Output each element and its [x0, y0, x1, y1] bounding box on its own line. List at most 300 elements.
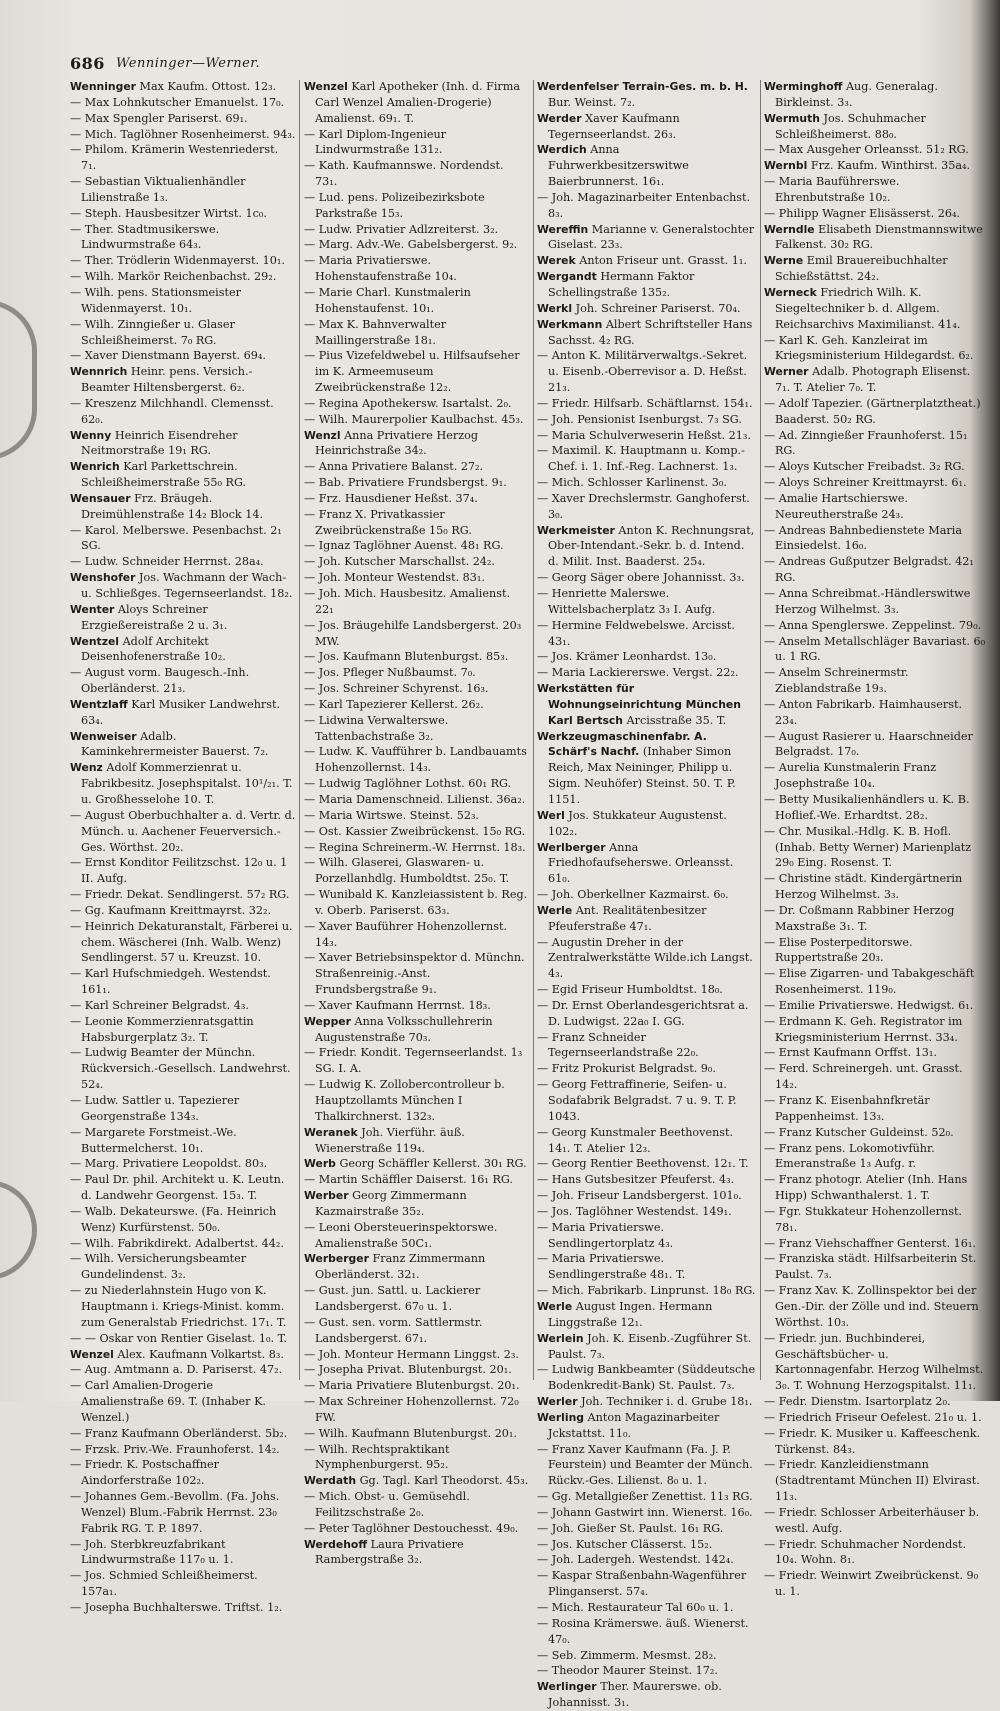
directory-entry [304, 713, 529, 745]
directory-entry [70, 206, 296, 222]
entry-surname: Weranek [304, 1125, 358, 1139]
directory-entry [304, 665, 529, 681]
entry-surname: Wenzl [304, 428, 341, 442]
entry-text: — Hermine Feldwebelswe. Arcisst. 43₁. [537, 618, 735, 648]
directory-entry [764, 174, 986, 206]
directory-entry [70, 998, 296, 1014]
directory-entry [70, 1457, 296, 1489]
directory-entry [70, 1156, 296, 1172]
directory-entry [537, 1156, 756, 1172]
directory-entry [764, 111, 986, 143]
entry-surname: Wensauer [70, 491, 131, 505]
entry-text: Friedrich Wilh. K. Siegeltechniker b. d. Allgem. Reichsarchivs Maximilianst. 41₄. [775, 285, 961, 331]
entry-text: — Chr. Musikal.-Hdlg. K. B. Hofl. (Inhab. Betty Werner) Marienplatz 29₀ Eing. Rosenst. T. [764, 824, 972, 870]
entry-surname: Wenninger [70, 80, 136, 93]
page-number: 686 [70, 54, 105, 73]
entry-text: — Jos. Pfleger Nußbaumst. 7₀. [304, 666, 476, 680]
entry-text: — Anna Schreibmat.-Händlerswitwe Herzog Wilhelmst. 3₃. [764, 587, 971, 616]
entry-text: — Maria Privatiere Blutenburgst. 20₁. [304, 1379, 520, 1393]
entry-text: — Christine städt. Kindergärtnerin Herzog Wilhelmst. 3₃. [764, 872, 963, 902]
entry-text: — Rosina Krämerswe. äuß. Wienerst. 47₀. [537, 1616, 749, 1646]
directory-entry [304, 158, 529, 190]
entry-text: — Jos. Kutscher Clässerst. 15₂. [537, 1537, 713, 1551]
entry-text: — Friedr. Hilfsarb. Schäftlarnst. 154₁. [537, 396, 753, 410]
directory-entry [70, 1093, 296, 1125]
entry-text: Aloys Schreiner Erzgießereistraße 2 u. 3₁. [81, 602, 228, 632]
directory-entry [304, 1473, 529, 1489]
entry-surname: Werber [304, 1189, 349, 1203]
directory-entry [764, 79, 986, 111]
entry-text: — Gust. jun. Sattl. u. Lackierer Landsbergerst. 67₀ u. 1. [304, 1284, 481, 1313]
entry-text: — Friedr. K. Postschaffner Aindorferstraße 102₂. [70, 1458, 219, 1488]
directory-entry [537, 491, 756, 523]
entry-surname: Wenshofer [70, 571, 136, 585]
directory-entry [537, 1442, 756, 1490]
entry-text: — Max K. Bahnverwalter Maillingerstraße 18₁. [304, 317, 447, 347]
entry-text: Anna Privatiere Herzog Heinrichstraße 34₂. [315, 428, 478, 458]
directory-entry [537, 190, 756, 222]
entry-text: — Franz X. Privatkassier Zweibrückenstraße 15₀ RG. [304, 507, 472, 537]
entry-text: — Wilh. Markör Reichenbachst. 29₂. [70, 270, 277, 284]
directory-entry [304, 1315, 529, 1347]
entry-text: — Friedr. Weinwirt Zweibrückenst. 9₀ u. 1. [764, 1569, 979, 1599]
directory-column-4 [764, 79, 986, 1599]
entry-text: — — Oskar von Rentier Giselast. 1₀. T. [70, 1331, 287, 1345]
entry-text: — Aloys Schreiner Kreittmayrst. 6₁. [764, 476, 967, 490]
entry-surname: Werberger [304, 1252, 369, 1266]
directory-entry [537, 1251, 756, 1283]
directory-entry [537, 998, 756, 1030]
entry-surname: Werler [537, 1395, 578, 1409]
entry-text: Heinrich Eisendreher Neitmorstraße 19₁ RG. [81, 428, 238, 458]
directory-entry [304, 1172, 529, 1188]
entry-text: — Xaver Drechslermstr. Ganghoferst. 3₀. [537, 491, 750, 521]
entry-text: — Marg. Adv.-We. Gabelsbergerst. 9₂. [304, 238, 518, 252]
entry-text: — Franz Schneider Tegernseerlandstraße 22₀. [537, 1030, 699, 1060]
directory-entry [70, 523, 296, 555]
directory-entry [304, 127, 529, 159]
entry-text: — Ther. Stadtmusikerswe. Lindwurmstraße 64₃. [70, 222, 220, 252]
directory-entry [764, 1204, 986, 1236]
entry-text: — Karl Hufschmiedgeh. Westendst. 161₁. [70, 967, 271, 997]
directory-entry [70, 269, 296, 285]
directory-entry [304, 792, 529, 808]
directory-entry [304, 507, 529, 539]
directory-entry [537, 1679, 756, 1711]
directory-entry [537, 1362, 756, 1394]
directory-entry [70, 1442, 296, 1458]
directory-entry [537, 1505, 756, 1521]
entry-surname: Werek [537, 254, 576, 268]
directory-entry [304, 348, 529, 396]
entry-text: — Gg. Metallgießer Zenettist. 11₃ RG. [537, 1490, 753, 1504]
entry-text: — Max Ausgeher Orleansst. 51₂ RG. [764, 143, 969, 157]
entry-text: — Regina Apothekersw. Isartalst. 2₀. [304, 396, 512, 410]
directory-entry [304, 475, 529, 491]
entry-text: — Peter Taglöhner Destouchesst. 49₀. [304, 1521, 519, 1535]
entry-text: Albert Schriftsteller Hans Sachsst. 4₂ RG. [548, 317, 753, 347]
entry-text: — Karl Diplom-Ingenieur Lindwurmstraße 131₂. [304, 127, 447, 157]
entry-text: August Ingen. Hermann Linggstraße 12₁. [548, 1299, 713, 1329]
entry-surname: Werlinger [537, 1680, 597, 1694]
entry-surname: Wergandt [537, 270, 597, 284]
entry-text: Anton Magazinarbeiter Jckstattst. 11₀. [548, 1410, 720, 1440]
directory-entry [304, 1378, 529, 1394]
directory-entry [537, 301, 756, 317]
directory-entry [70, 317, 296, 349]
entry-text: — Georg Säger obere Johannisst. 3₃. [537, 571, 745, 585]
entry-text: — Joh. Ladergeh. Westendst. 142₄. [537, 1553, 734, 1567]
entry-text: — Regina Schreinerm.-W. Herrnst. 18₃. [304, 840, 526, 854]
entry-text: — Ernst Konditor Feilitzschst. 12₀ u. 1 II. Aufg. [70, 856, 288, 886]
entry-text: — Frzsk. Priv.-We. Fraunhoferst. 14₂. [70, 1442, 280, 1456]
directory-entry [764, 1331, 986, 1394]
directory-entry [70, 697, 296, 729]
entry-text: — Wilh. Maurerpolier Kaulbachst. 45₃. [304, 412, 524, 426]
directory-entry [70, 1537, 296, 1569]
entry-surname: Werdath [304, 1474, 357, 1488]
directory-entry [304, 887, 529, 919]
entry-text: — Franz pens. Lokomotivführ. Emeranstraße 1₃ Aufg. r. [764, 1141, 935, 1171]
directory-entry [537, 111, 756, 143]
entry-text: Anna Fuhrwerkbesitzerswitwe Baierbrunnerst. 16₁. [548, 143, 689, 189]
entry-text: — Karol. Melberswe. Pesenbachst. 2₁ SG. [70, 523, 282, 553]
directory-entry [304, 428, 529, 460]
directory-entry [70, 919, 296, 967]
entry-text: — Xaver Dienstmann Bayerst. 69₄. [70, 349, 266, 363]
directory-entry [537, 253, 756, 269]
directory-entry [764, 1045, 986, 1061]
entry-text: — Anselm Metallschläger Bavariast. 6₀ u. 1 RG. [764, 634, 986, 664]
entry-text: Adolf Architekt Deisenhofenerstraße 10₂. [81, 634, 226, 664]
directory-entry [537, 475, 756, 491]
directory-entry [537, 1204, 756, 1220]
entry-text: Ant. Realitätenbesitzer Pfeuferstraße 47₁. [548, 903, 707, 933]
entry-text: — Gg. Kaufmann Kreittmayrst. 32₂. [70, 903, 272, 917]
entry-text: — Dr. Ernst Oberlandesgerichtsrat a. D. Ludwigst. 22a₀ I. GG. [537, 998, 749, 1028]
entry-text: — Jos. Taglöhner Westendst. 149₁. [537, 1204, 732, 1218]
entry-text: — Jos. Kaufmann Blutenburgst. 85₃. [304, 650, 509, 664]
entry-surname: Wentzlaff [70, 697, 128, 711]
directory-entry [70, 634, 296, 666]
directory-entry [70, 142, 296, 174]
directory-entry [304, 554, 529, 570]
directory-entry [70, 491, 296, 523]
entry-text: Xaver Kaufmann Tegernseerlandst. 26₃. [548, 111, 680, 141]
directory-entry [304, 681, 529, 697]
directory-entry [304, 824, 529, 840]
entry-text: — Anna Privatiere Balanst. 27₂. [304, 460, 484, 474]
directory-entry [537, 222, 756, 254]
directory-entry [764, 1283, 986, 1331]
directory-entry [764, 1537, 986, 1569]
entry-text: — Carl Amalien-Drogerie Amalienstraße 69. T. (Inhaber K. Wenzel.) [70, 1379, 266, 1424]
directory-entry [70, 428, 296, 460]
entry-text: — Joh. Monteur Hermann Linggst. 2₃. [304, 1347, 519, 1361]
entry-text: — Anton Fabrikarb. Haimhauserst. 23₄. [764, 697, 963, 727]
entry-text: — Joh. Mich. Hausbesitz. Amalienst. 22₁ [304, 587, 511, 616]
directory-entry [537, 142, 756, 190]
entry-text: — Xaver Betriebsinspektor d. Münchn. Straßenreinig.-Anst. Frundsbergstraße 9₁. [304, 951, 525, 997]
entry-text: — Mich. Fabrikarb. Linprunst. 18₀ RG. [537, 1284, 756, 1298]
entry-text: Alex. Kaufmann Volkartst. 8₃. [113, 1347, 284, 1361]
entry-text: Karl Apotheker (Inh. d. Firma Carl Wenzel Amalien-Drogerie) Amalienst. 69₁. T. [315, 80, 521, 125]
directory-entry [70, 459, 296, 491]
directory-entry [70, 570, 296, 602]
directory-entry [70, 966, 296, 998]
directory-entry [70, 1125, 296, 1157]
directory-entry [764, 1394, 986, 1410]
entry-text: — Kath. Kaufmannswe. Nordendst. 73₁. [304, 159, 504, 189]
directory-entry [537, 808, 756, 840]
directory-entry [537, 1188, 756, 1204]
entry-text: — Theodor Maurer Steinst. 17₂. [537, 1664, 718, 1678]
entry-surname: Werkmann [537, 317, 603, 331]
directory-entry [537, 982, 756, 998]
directory-entry [537, 1600, 756, 1616]
entry-text: — Franziska städt. Hilfsarbeiterin St. Paulst. 7₃. [764, 1252, 977, 1282]
entry-text: — Fritz Prokurist Belgradst. 9₀. [537, 1062, 716, 1076]
directory-entry [764, 871, 986, 903]
entry-surname: Wenter [70, 602, 115, 616]
entry-text: — Maximil. K. Hauptmann u. Komp.-Chef. i. 1. Inf.-Reg. Lachnerst. 1₃. [537, 444, 745, 474]
entry-text: — Kreszenz Milchhandl. Clemensst. 62₀. [70, 396, 274, 426]
entry-text: — Max Schreiner Hohenzollernst. 72₀ FW. [304, 1395, 519, 1424]
entry-text: — Wilh. Kaufmann Blutenburgst. 20₁. [304, 1426, 517, 1440]
entry-text: Max Kaufm. Ottost. 12₃. [135, 80, 277, 93]
entry-text: — Franz K. Eisenbahnfkretär Pappenheimst. 13₃. [764, 1094, 930, 1123]
directory-entry [537, 412, 756, 428]
directory-entry [537, 523, 756, 571]
directory-entry [764, 333, 986, 365]
entry-text: Karl Musiker Landwehrst. 63₄. [81, 697, 281, 727]
directory-entry [304, 1014, 529, 1046]
directory-entry [70, 1347, 296, 1363]
entry-text: — Ludw. Schneider Herrnst. 28a₄. [70, 555, 264, 569]
entry-text: — Maria Schulverweserin Heßst. 21₃. [537, 428, 751, 442]
entry-text: — zu Niederlahnstein Hugo von K. Hauptmann i. Kriegs-Minist. komm. zum Generalstab Friedrichst. 17₁. T. [70, 1284, 287, 1329]
entry-text: — Maria Bauführerswe. Ehrenbutstraße 10₂. [764, 175, 900, 204]
entry-text: — Maria Wirtswe. Steinst. 52₃. [304, 808, 479, 822]
entry-text: Elisabeth Dienstmannswitwe Falkenst. 30₂ RG. [775, 222, 983, 252]
directory-entry [537, 1521, 756, 1537]
entry-text: Aug. Generalag. Birkleinst. 3₃. [775, 80, 938, 109]
directory-entry [764, 1505, 986, 1537]
entry-text: — Leoni Obersteuerinspektorswe. Amalienstraße 50C₁. [304, 1220, 498, 1250]
entry-text: — Ludwig Taglöhner Lothst. 60₁ RG. [304, 777, 512, 791]
directory-entry [70, 253, 296, 269]
directory-entry [537, 1394, 756, 1410]
directory-entry [764, 824, 986, 872]
entry-text: — Mich. Taglöhner Rosenheimerst. 94₃. [70, 127, 296, 141]
directory-entry [304, 253, 529, 285]
directory-entry [764, 1014, 986, 1046]
directory-entry [537, 1410, 756, 1442]
directory-entry [70, 808, 296, 856]
entry-surname: Werdich [537, 143, 587, 157]
directory-entry [304, 459, 529, 475]
directory-entry [537, 1663, 756, 1679]
directory-entry [764, 428, 986, 460]
directory-entry [764, 1172, 986, 1204]
entry-text: Hermann Faktor Schellingstraße 135₂. [548, 270, 695, 299]
directory-entry [70, 1014, 296, 1046]
entry-text: — Anna Spenglerswe. Zeppelinst. 79₀. [764, 618, 982, 632]
directory-entry [304, 285, 529, 317]
directory-entry [304, 1537, 529, 1569]
directory-entry [764, 634, 986, 666]
directory-entry [764, 729, 986, 761]
directory-column-3 [537, 79, 756, 1710]
directory-entry [70, 1600, 296, 1616]
entry-surname: Werle [537, 1299, 573, 1313]
directory-entry [764, 554, 986, 586]
entry-text: — Frz. Hausdiener Heßst. 37₄. [304, 491, 478, 505]
directory-entry [70, 1172, 296, 1204]
entry-text: Franz Zimmermann Oberländerst. 32₁. [315, 1252, 486, 1282]
directory-entry [764, 586, 986, 618]
entry-surname: Wernbl [764, 159, 808, 173]
directory-entry [70, 348, 296, 364]
entry-text: — Wilh. Zinngießer u. Glaser Schleißheimerst. 7₀ RG. [70, 317, 235, 347]
directory-entry [304, 840, 529, 856]
directory-entry [537, 935, 756, 983]
entry-text: — Georg Kunstmaler Beethovenst. 14₁. T. Atelier 12₃. [537, 1125, 734, 1155]
entry-surname: Wentzel [70, 634, 120, 648]
entry-text: — Erdmann K. Geh. Registrator im Kriegsministerium Herrnst. 33₄. [764, 1014, 963, 1044]
entry-text: — Josepha Privat. Blutenburgst. 20₁. [304, 1363, 512, 1377]
directory-entry [70, 396, 296, 428]
entry-text: — Franz photogr. Atelier (Inh. Hans Hipp) Schwanthalerst. 1. T. [764, 1173, 968, 1203]
entry-text: — Karl Schreiner Belgradst. 4₃. [70, 998, 249, 1012]
entry-text: — Jos. Krämer Leonhardst. 13₀. [537, 650, 717, 664]
directory-entry [304, 697, 529, 713]
directory-entry [764, 475, 986, 491]
entry-text: — Jos. Bräugehilfe Landsbergerst. 20₃ MW. [304, 618, 522, 648]
directory-entry [304, 919, 529, 951]
entry-text: — Adolf Tapezier. (Gärtnerplatztheat.) Baaderst. 50₂ RG. [764, 396, 981, 426]
directory-entry [764, 253, 986, 285]
directory-entry [764, 998, 986, 1014]
entry-text: — Friedr. jun. Buchbinderei, Geschäftsbücher- u. Kartonnagenfabr. Herzog Wilhelmst. 3₀. T. Wohnung Herzogspitalst. 11₁. [764, 1331, 984, 1393]
directory-entry [537, 1172, 756, 1188]
entry-text: — Maria Privatierswe. Sendlingerstraße 48₁. T. [537, 1252, 686, 1282]
entry-text: — Friedr. Kondit. Tegernseerlandst. 1₃ SG. I. A. [304, 1046, 523, 1076]
entry-text: — Wilh. Fabrikdirekt. Adalbertst. 44₂. [70, 1236, 284, 1250]
directory-entry [537, 79, 756, 111]
entry-text: — Ludwig Beamter der Münchn. Rückversich.-Gesellsch. Landwehrst. 52₄. [70, 1046, 291, 1092]
directory-entry [537, 1125, 756, 1157]
directory-entry [304, 998, 529, 1014]
entry-text: — Friedr. K. Musiker u. Kaffeeschenk. Türkenst. 84₃. [764, 1426, 981, 1456]
entry-surname: Werndle [764, 222, 815, 236]
entry-text: — Walb. Dekateurswe. (Fa. Heinrich Wenz) Kurfürstenst. 50₀. [70, 1204, 277, 1234]
entry-text: Karl Parkettschrein. Schleißheimerstraße 55₀ RG. [81, 460, 247, 490]
entry-text: — Josepha Buchhalterswe. Triftst. 1₂. [70, 1601, 283, 1614]
entry-text: — Friedr. Kanzleidienstmann (Stadtrentamt München II) Elvirast. 11₃. [764, 1458, 980, 1504]
entry-surname: Werlberger [537, 840, 606, 854]
directory-entry [304, 396, 529, 412]
directory-entry [70, 1378, 296, 1426]
entry-text: — Elise Zigarren- und Tabakgeschäft Rosenheimerst. 119₀. [764, 967, 975, 997]
directory-entry [70, 1236, 296, 1252]
directory-entry [304, 649, 529, 665]
directory-entry [70, 1362, 296, 1378]
directory-entry [764, 760, 986, 792]
entry-text: — Ignaz Taglöhner Auenst. 48₁ RG. [304, 539, 504, 553]
entry-text: — Ludw. Sattler u. Tapezierer Georgenstraße 134₃. [70, 1094, 240, 1123]
directory-entry [304, 1251, 529, 1283]
entry-surname: Werb [304, 1157, 336, 1171]
entry-text: Joh. Vierführ. äuß. Wienerstraße 119₄. [315, 1125, 465, 1155]
directory-entry [764, 935, 986, 967]
directory-entry [537, 903, 756, 935]
entry-surname: Wennrich [70, 365, 128, 379]
column-divider [760, 80, 761, 1380]
directory-entry [70, 174, 296, 206]
directory-entry [537, 1299, 756, 1331]
entry-text: — Paul Dr. phil. Architekt u. K. Leutn. d. Landwehr Georgenst. 15₃. T. [70, 1173, 285, 1203]
entry-text: — Karl Tapezierer Kellerst. 26₂. [304, 697, 484, 711]
entry-surname: Wenzel [304, 80, 348, 93]
entry-text: — Leonie Kommerzienratsgattin Habsburgerplatz 3₂. T. [70, 1014, 254, 1044]
entry-surname: Werdehoff [304, 1537, 368, 1551]
entry-text: — Joh. Oberkellner Kazmairst. 6₀. [537, 888, 729, 902]
directory-entry [764, 1061, 986, 1093]
entry-surname: Werner [764, 365, 809, 379]
directory-column-1 [70, 79, 296, 1614]
running-head: Wenninger—Werner. [116, 56, 261, 71]
directory-entry [764, 459, 986, 475]
entry-text: — Martin Schäffler Daiserst. 16₁ RG. [304, 1173, 513, 1187]
entry-text: — Ludwig K. Zollobercontrolleur b. Hauptzollamts München I Thalkirchnerst. 132₃. [304, 1078, 505, 1123]
directory-entry [764, 1125, 986, 1141]
directory-entry [70, 1426, 296, 1442]
entry-text: Jos. Stukkateur Augustenst. 102₂. [548, 808, 727, 838]
entry-text: — Heinrich Dekaturanstalt, Färberei u. chem. Wäscherei (Inh. Walb. Wenz) Sendlingerst. 57 u. Kreuzst. 10. [70, 919, 293, 965]
directory-entry [764, 364, 986, 396]
directory-entry [70, 222, 296, 254]
entry-text: — Bab. Privatiere Frundsbergst. 9₁. [304, 476, 507, 490]
directory-entry [304, 1045, 529, 1077]
entry-text: — Emilie Privatierswe. Hedwigst. 6₁. [764, 998, 974, 1012]
entry-text: — Karl K. Geh. Kanzleirat im Kriegsministerium Hildegardst. 6₂. [764, 333, 974, 363]
entry-text: — Friedrich Friseur Oefelest. 21₀ u. 1. [764, 1410, 982, 1424]
entry-text: — Andreas Bahnbedienstete Maria Einsiedelst. 16₀. [764, 523, 963, 553]
directory-entry [70, 665, 296, 697]
directory-entry [70, 855, 296, 887]
entry-text: — Max Lohnkutscher Emanuelst. 17₀. [70, 95, 285, 109]
directory-entry [304, 855, 529, 887]
entry-text: — Johann Gastwirt inn. Wienerst. 16₀. [537, 1505, 753, 1519]
entry-text: — Amalie Hartschierswe. Neureutherstraße 24₃. [764, 491, 908, 521]
binder-ring-icon [0, 300, 37, 460]
entry-surname: Werl [537, 808, 565, 822]
entry-surname: Wenny [70, 428, 112, 442]
entry-text: — Philom. Krämerin Westenriederst. 7₁. [70, 143, 279, 173]
directory-entry [537, 840, 756, 888]
directory-entry [70, 285, 296, 317]
directory-entry [764, 1251, 986, 1283]
directory-entry [304, 491, 529, 507]
entry-surname: Werdenfelser Terrain-Ges. m. b. H. [537, 80, 748, 93]
entry-text: — Georg Fettraffinerie, Seifen- u. Sodafabrik Belgradst. 7 u. 9. T. P. 1043. [537, 1078, 737, 1123]
entry-text: — Xaver Kaufmann Herrnst. 18₃. [304, 998, 491, 1012]
directory-entry [70, 887, 296, 903]
directory-entry [537, 618, 756, 650]
entry-text: — Lud. pens. Polizeibezirksbote Parkstraße 15₃. [304, 190, 485, 220]
directory-entry [304, 1442, 529, 1474]
